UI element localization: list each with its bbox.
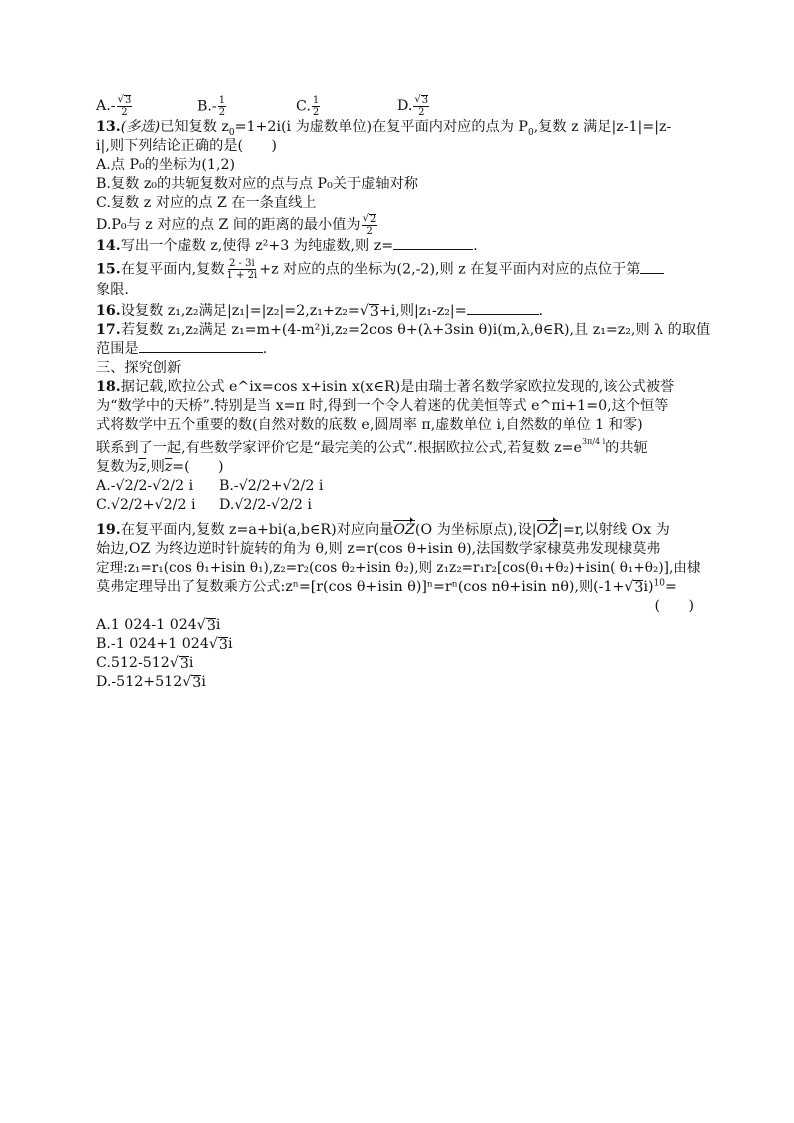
q18-stem-line5: 复数为$\overline{z}$,则$\overline{z}=$( ) [96,459,224,475]
worksheet-page [96,94,711,692]
q19-option-a[interactable]: A.1 024-1 024 √ 3 i [96,617,221,634]
q18-stem-line1: 18.据记载,欧拉公式 e^ix=cos x+isin x(x∈R)是由瑞士著名数学家欧拉发现的,该公式被誉 [96,379,675,395]
q15-stem-line1: 15.在复平面内,复数 $\frac{2 - 3i}{1 + 2i}$ +z 对应的点的坐标为(2,-2),则 z 在复平面内对应的点位于第 [96,256,700,281]
q17-stem-line2: 范围是 . [96,341,268,357]
q19-option-c[interactable]: C.512-512 √ 3 i [96,655,194,672]
q16-answer-blank[interactable] [467,302,539,315]
q18-options-row1 [96,477,700,496]
q13-stem-line1: 13.(多选)已知复数 $z_0=1+2i(i$ 为虚数单位)在复平面内对应的点为 $P_0$,复数 z 满足|z-1|=|z- [96,119,672,138]
q13-option-c[interactable]: C.复数 z 对应的点 Z 在一条直线上 [96,195,317,211]
q14-answer-blank[interactable] [393,237,473,250]
q19-stem-line3: 定理:z₁=r₁(cos θ₁+isin θ₁),z₂=r₂(cos θ₂+isin θ₂),则 z₁z₂=r₁r₂[cos(θ₁+θ₂)+isin( θ₁+θ₂)],由棣 [96,560,701,576]
section-title: 三、探究创新 [96,360,182,376]
q13-option-a[interactable]: A.点 P₀的坐标为(1,2) [96,157,236,173]
q15-answer-blank[interactable] [640,261,664,274]
q17-answer-blank[interactable] [139,340,263,353]
q18-option-b[interactable]: B.-√2/2+√2/2 i [219,478,324,494]
q19-option-b[interactable]: B.-1 024+1 024 √ 3 i [96,636,233,653]
q16-stem: 16.设复数 z₁,z₂满足|z₁|=|z₂|=2,z₁+z₂= √ 3 +i,则|z₁-z₂|= . [96,303,544,320]
q19-option-d[interactable]: D.-512+512 √ 3 i [96,674,206,691]
q14-stem: 14.写出一个虚数 z,使得 z²+3 为纯虚数,则 z= . [96,238,478,254]
q17-stem-line1: 17.若复数 z₁,z₂满足 z₁=m+(4-m²)i,z₂=2cos θ+(λ+3sin θ)i(m,λ,θ∈R),且 z₁=z₂,则 λ 的取值 [96,322,711,338]
q18-option-c[interactable]: C.√2/2+√2/2 i [96,497,196,513]
q13-stem-line2: i|,则下列结论正确的是( ) [96,138,277,154]
q12-option-a[interactable]: A.- √ 3 2 [96,94,132,118]
q18-stem-line4: 联系到了一起,有些数学家评价它是“最完美的公式”.根据欧拉公式,若复数 $z=e^{3\pi/4 i}$的共轭 [96,437,648,456]
q18-stem-line2: 为“数学中的天桥”.特别是当 x=π 时,得到一个令人着迷的优美恒等式 e^πi+1=0,这个恒等 [96,398,669,414]
q15-stem-line2: 象限. [96,282,129,298]
q19-stem-line1: 19.在复平面内,复数 z=a+bi(a,b∈R)对应向量OZ(O 为坐标原点),设|OZ|=r,以射线 Ox 为 [96,515,700,540]
q19-stem-line2: 始边,OZ 为终边逆时针旋转的角为 θ,则 z=r(cos θ+isin θ),法国数学家棣莫弗发现棣莫弗 [96,541,661,557]
q13-option-d[interactable]: D.P₀与 z 对应的点 Z 间的距离的最小值为 √ 2 2 [96,213,377,237]
q12-option-c[interactable]: C. $\frac{1}{2}$ [296,94,320,118]
q18-option-d[interactable]: D.√2/2-√2/2 i [219,497,312,513]
q18-options-row2 [96,496,700,515]
q13-option-b[interactable]: B.复数 z₀的共轭复数对应的点与点 P₀关于虚轴对称 [96,176,418,192]
q19-stem-line4: 莫弗定理导出了复数乘方公式:zⁿ=[r(cos θ+isin θ)]ⁿ=rⁿ(cos nθ+isin nθ),则(-1+ √ 3 i)$^{10}$= [96,578,677,596]
q18-stem-line3: 式将数学中五个重要的数(自然对数的底数 e,圆周率 π,虚数单位 i,自然数的单位 1 和零) [96,417,643,433]
q12-options [96,94,700,118]
q18-option-a[interactable]: A.-√2/2-√2/2 i [96,478,194,494]
q12-option-b[interactable]: B.- $\frac{1}{2}$ [197,94,226,118]
q12-option-d[interactable]: D. √ 3 2 [397,94,429,118]
q19-answer-paren[interactable]: ( ) [654,598,694,614]
